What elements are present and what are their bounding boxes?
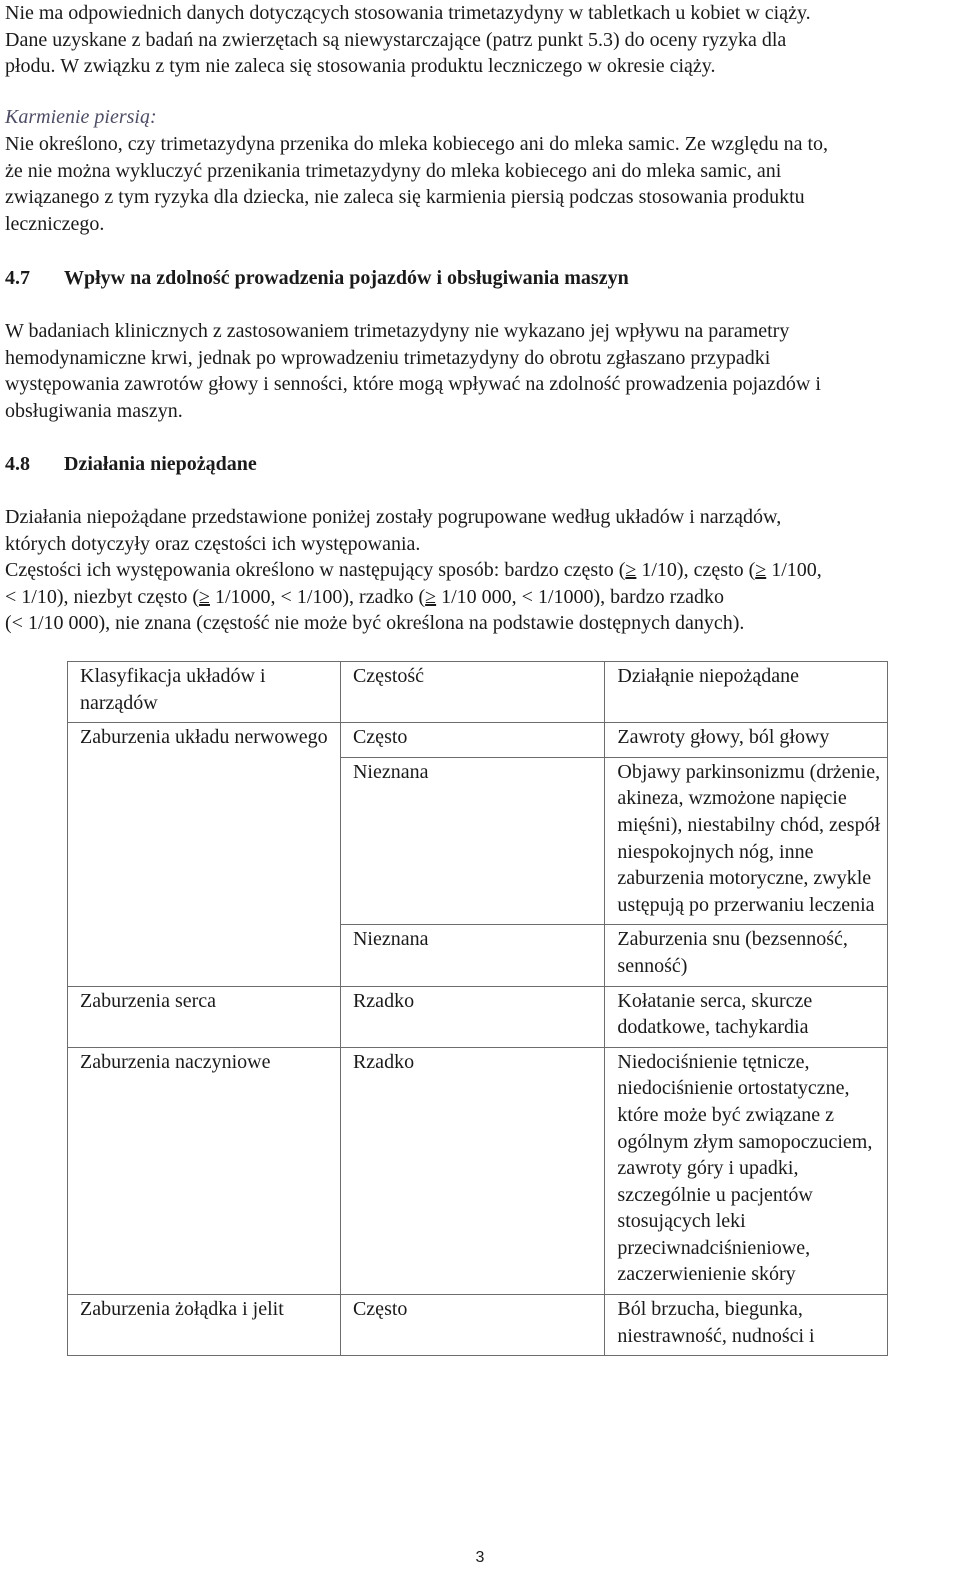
- table-row: [68, 1295, 888, 1356]
- table-cell-effect: Zawroty głowy, ból głowy: [605, 723, 888, 758]
- table-cell-organ: [68, 925, 341, 986]
- table-cell-frequency: Nieznana: [340, 925, 604, 986]
- section-4-7-title: Wpływ na zdolność prowadzenia pojazdów i obsługiwania maszyn: [64, 267, 629, 289]
- table-cell-organ: Zaburzenia żołądka i jelit: [68, 1295, 341, 1356]
- adverse-intro-line-1: Działania niepożądane przedstawione poniżej zostały pogrupowane według układów i narządów,: [5, 506, 782, 528]
- freq-text-a: Częstości ich występowania określono w następujący sposób: bardzo często (: [5, 559, 626, 581]
- table-row: [68, 925, 888, 986]
- pregnancy-line-2: Dane uzyskane z badań na zwierzętach są niewystarczające (patrz punkt 5.3) do oceny ryzyka dla: [5, 28, 787, 51]
- table-cell-frequency: Rzadko: [340, 986, 604, 1047]
- pregnancy-line-1: Nie ma odpowiednich danych dotyczących stosowania trimetazydyny w tabletkach u kobiet w ciąży.: [5, 2, 811, 24]
- table-cell-frequency: Często: [340, 723, 604, 758]
- table-cell-frequency: Rzadko: [340, 1047, 604, 1294]
- freq-text-f: 1/10 000, < 1/1000), bardzo rzadko: [436, 585, 724, 608]
- frequency-definition: [5, 557, 822, 637]
- header-organ-class: Klasyfikacja układów i narządów: [68, 662, 341, 723]
- pregnancy-paragraph: [5, 0, 811, 80]
- ge-symbol: ≥: [755, 559, 767, 581]
- table-row: [68, 1047, 888, 1294]
- freq-text-e: 1/1000, < 1/100), rzadko (: [209, 585, 426, 608]
- page-number: 3: [475, 1549, 485, 1566]
- breastfeeding-line-4: leczniczego.: [5, 212, 105, 235]
- section-4-8-heading: [5, 451, 257, 478]
- ge-symbol: ≥: [199, 585, 210, 608]
- section-4-8-title: Działania niepożądane: [64, 453, 257, 475]
- table-cell-organ: Zaburzenia serca: [68, 986, 341, 1047]
- breastfeeding-heading: Karmienie piersią:: [5, 106, 157, 128]
- table-row: [68, 723, 888, 758]
- table-cell-organ: Zaburzenia naczyniowe: [68, 1047, 341, 1294]
- driving-line-1: W badaniach klinicznych z zastosowaniem trimetazydyny nie wykazano jej wpływu na parametry: [5, 320, 790, 342]
- ge-symbol: ≥: [625, 559, 637, 581]
- table-cell-effect: Niedociśnienie tętnicze, niedociśnienie ortostatyczne, które może być związane z ogólnym złym samopoczuciem, zawroty góry i upadki, szczególnie u pacjentów stosujących leki przeciwnadciśnieniowe, zaczerwienienie skóry: [605, 1047, 888, 1294]
- table-cell-effect: Objawy parkinsonizmu (drżenie, akineza, wzmożone napięcie mięśni), niestabilny chód, zespół niespokojnych nóg, inne zaburzenia motoryczne, zwykle ustępują po przerwaniu leczenia: [605, 757, 888, 925]
- breastfeeding-line-2: że nie można wykluczyć przenikania trimetazydyny do mleka kobiecego ani do mleka samic, ani: [5, 159, 782, 182]
- adverse-effects-intro: [5, 504, 781, 557]
- table-cell-frequency: Często: [340, 1295, 604, 1356]
- breastfeeding-line-3: związanego z tym ryzyka dla dziecka, nie zaleca się karmienia piersią podczas stosowania produktu: [5, 186, 805, 208]
- adverse-intro-line-2: których dotyczyły oraz częstości ich występowania.: [5, 532, 421, 555]
- table-cell-organ: [68, 757, 341, 925]
- pregnancy-line-3: płodu. W związku z tym nie zaleca się stosowania produktu leczniczego w okresie ciąży.: [5, 55, 716, 77]
- driving-line-2: hemodynamiczne krwi, jednak po wprowadzeniu trimetazydyny do obrotu zgłaszano przypadki: [5, 346, 771, 369]
- adverse-effects-table: [67, 661, 888, 1356]
- section-4-7-number: 4.7: [5, 267, 30, 289]
- driving-line-4: obsługiwania maszyn.: [5, 399, 183, 422]
- table-cell-effect: Zaburzenia snu (bezsenność, senność): [605, 925, 888, 986]
- section-4-7-heading: [5, 265, 629, 292]
- ge-symbol: ≥: [425, 585, 437, 608]
- freq-text-g: (< 1/10 000), nie znana (częstość nie może być określona na podstawie dostępnych danych).: [5, 612, 745, 634]
- header-frequency: Częstość: [340, 662, 604, 723]
- freq-text-c: 1/100,: [766, 559, 822, 581]
- table-cell-effect: Ból brzucha, biegunka, niestrawność, nudności i: [605, 1295, 888, 1356]
- table-cell-effect: Kołatanie serca, skurcze dodatkowe, tachykardia: [605, 986, 888, 1047]
- driving-paragraph: [5, 318, 821, 424]
- driving-line-3: występowania zawrotów głowy i senności, które mogą wpływać na zdolność prowadzenia pojazdów i: [5, 373, 821, 395]
- table-cell-organ: Zaburzenia układu nerwowego: [68, 723, 341, 758]
- breastfeeding-paragraph: [5, 131, 828, 237]
- table-header-row: [68, 662, 888, 723]
- breastfeeding-line-1: Nie określono, czy trimetazydyna przenika do mleka kobiecego ani do mleka samic. Ze względu na to,: [5, 133, 829, 155]
- section-4-8-number: 4.8: [5, 453, 30, 475]
- table-row: [68, 757, 888, 925]
- freq-text-d: < 1/10), niezbyt często (: [5, 585, 199, 608]
- table-cell-frequency: Nieznana: [340, 757, 604, 925]
- freq-text-b: 1/10), często (: [636, 559, 756, 581]
- table-row: [68, 986, 888, 1047]
- header-adverse-effect: Działąnie niepożądane: [605, 662, 888, 723]
